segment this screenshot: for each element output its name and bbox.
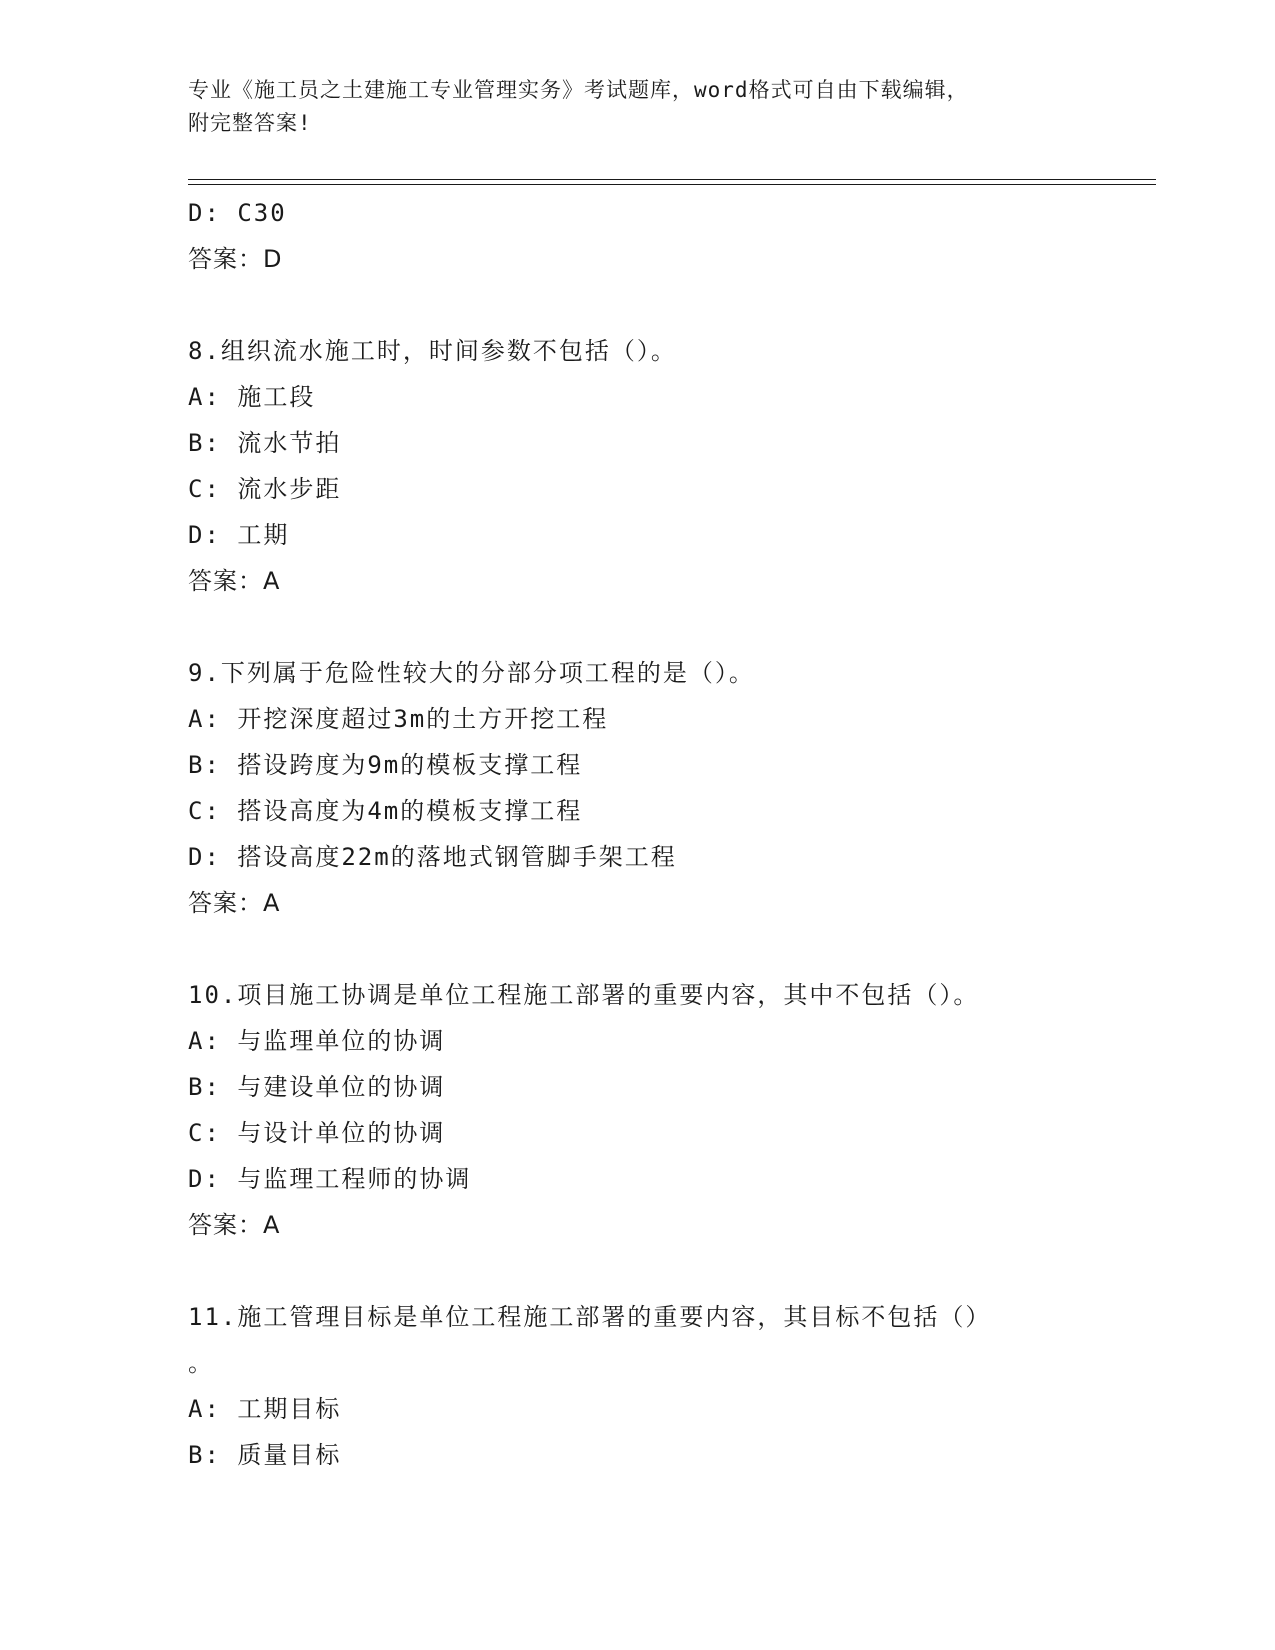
spacer bbox=[188, 1248, 1088, 1294]
option-b: B: 搭设跨度为9m的模板支撑工程 bbox=[188, 751, 583, 779]
question-8 bbox=[188, 328, 1088, 604]
answer: 答案：A bbox=[188, 889, 281, 917]
option-b: B: 流水节拍 bbox=[188, 429, 342, 457]
question-title-line-2: 。 bbox=[188, 1349, 214, 1377]
question-title: 10.项目施工协调是单位工程施工部署的重要内容，其中不包括（）。 bbox=[188, 981, 980, 1009]
option-a: A: 施工段 bbox=[188, 383, 316, 411]
header-line-1: 专业《施工员之土建施工专业管理实务》考试题库，word格式可自由下载编辑， bbox=[188, 78, 969, 102]
answer: 答案：A bbox=[188, 1211, 281, 1239]
question-title: 9.下列属于危险性较大的分部分项工程的是（）。 bbox=[188, 659, 755, 687]
prev-option-d: D: C30 bbox=[188, 199, 287, 227]
option-d: D: 搭设高度22m的落地式钢管脚手架工程 bbox=[188, 843, 677, 871]
header-line-2: 附完整答案! bbox=[188, 111, 312, 135]
option-b: B: 与建设单位的协调 bbox=[188, 1073, 446, 1101]
spacer bbox=[188, 282, 1088, 328]
option-d: D: 与监理工程师的协调 bbox=[188, 1165, 472, 1193]
option-d: D: 工期 bbox=[188, 521, 290, 549]
question-9 bbox=[188, 650, 1088, 926]
page-header bbox=[188, 74, 1078, 140]
header-rule-top bbox=[188, 179, 1156, 180]
option-a: A: 工期目标 bbox=[188, 1395, 342, 1423]
option-c: C: 与设计单位的协调 bbox=[188, 1119, 446, 1147]
question-title: 8.组织流水施工时，时间参数不包括（）。 bbox=[188, 337, 677, 365]
question-10 bbox=[188, 972, 1088, 1248]
answer: 答案：A bbox=[188, 567, 281, 595]
header-rule-bottom bbox=[188, 184, 1156, 185]
option-a: A: 与监理单位的协调 bbox=[188, 1027, 446, 1055]
spacer bbox=[188, 926, 1088, 972]
spacer bbox=[188, 604, 1088, 650]
option-c: C: 流水步距 bbox=[188, 475, 342, 503]
question-title-line-1: 11.施工管理目标是单位工程施工部署的重要内容，其目标不包括（） bbox=[188, 1303, 992, 1331]
option-b: B: 质量目标 bbox=[188, 1441, 342, 1469]
option-c: C: 搭设高度为4m的模板支撑工程 bbox=[188, 797, 583, 825]
option-a: A: 开挖深度超过3m的土方开挖工程 bbox=[188, 705, 609, 733]
prev-answer: 答案：D bbox=[188, 245, 283, 273]
question-list bbox=[188, 190, 1088, 1478]
question-11 bbox=[188, 1294, 1088, 1478]
